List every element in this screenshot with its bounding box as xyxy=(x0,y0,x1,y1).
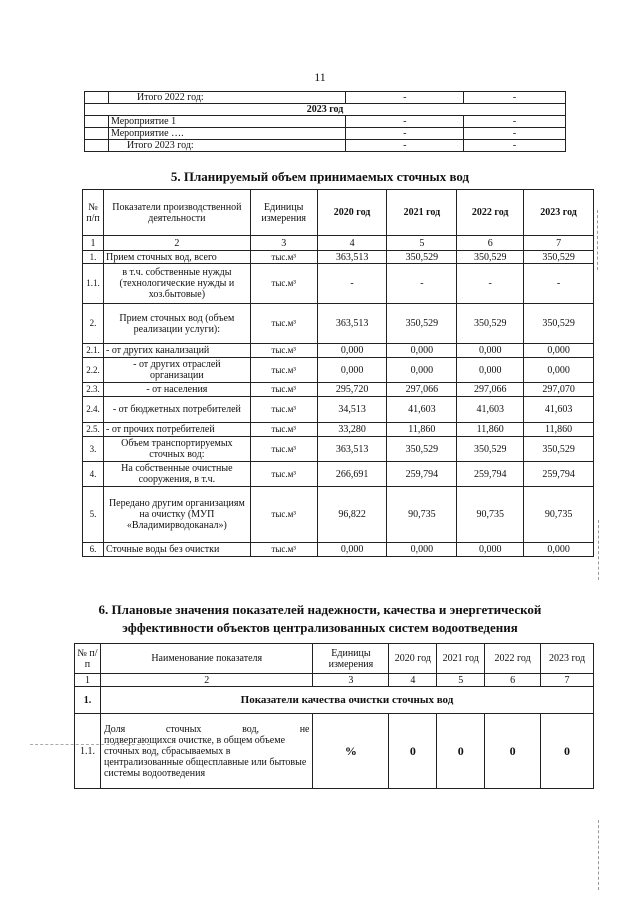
unit: тыс.м³ xyxy=(250,423,317,437)
wastewater-volume-table xyxy=(82,189,594,557)
indicator-name-line1: Доля сточных вод, не xyxy=(103,723,310,735)
col-number: 7 xyxy=(524,236,594,251)
table-row xyxy=(83,304,594,344)
table-row xyxy=(85,140,566,152)
unit: тыс.м³ xyxy=(250,383,317,397)
value-2023: - xyxy=(524,264,594,304)
value-2023: 41,603 xyxy=(524,397,594,423)
value-2021: 11,860 xyxy=(387,423,457,437)
row-name: Сточные воды без очистки xyxy=(103,543,250,557)
section-6-title-line1: 6. Плановые значения показателей надежности, качества и энергетической xyxy=(98,602,542,617)
value-2023: 90,735 xyxy=(524,487,594,543)
value-2021: 0,000 xyxy=(387,358,457,383)
unit: тыс.м³ xyxy=(250,304,317,344)
event-1-v2: - xyxy=(464,116,566,128)
header-row xyxy=(75,644,594,674)
group-row xyxy=(75,687,594,714)
row-number: 2.5. xyxy=(83,423,104,437)
unit: тыс.м³ xyxy=(250,397,317,423)
value-2022: 297,066 xyxy=(457,383,524,397)
col-number: 2 xyxy=(103,236,250,251)
col-header: Единицы измерения xyxy=(313,644,389,674)
col-number: 7 xyxy=(541,674,594,687)
unit: тыс.м³ xyxy=(250,462,317,487)
table-row xyxy=(83,383,594,397)
group-number: 1. xyxy=(75,687,101,714)
col-number: 3 xyxy=(250,236,317,251)
unit: % xyxy=(313,714,389,789)
col-number: 6 xyxy=(457,236,524,251)
table-row xyxy=(83,437,594,462)
table-row xyxy=(85,92,566,104)
value-2020: 34,513 xyxy=(317,397,387,423)
row-number: 2.2. xyxy=(83,358,104,383)
value-2020: 363,513 xyxy=(317,304,387,344)
event-1-label: Мероприятие 1 xyxy=(108,116,346,128)
value-2023: 0,000 xyxy=(524,543,594,557)
row-number: 1. xyxy=(83,251,104,264)
total-2022-v2: - xyxy=(464,92,566,104)
col-header: 2023 год xyxy=(541,644,594,674)
column-number-row xyxy=(83,236,594,251)
value-2020: 96,822 xyxy=(317,487,387,543)
value-2023: 350,529 xyxy=(524,437,594,462)
col-number: 5 xyxy=(387,236,457,251)
event-n-v1: - xyxy=(346,128,464,140)
table-row xyxy=(83,264,594,304)
col-header: № п/п xyxy=(75,644,101,674)
row-name: На собственные очистные сооружения, в т.ч. xyxy=(103,462,250,487)
row-name: в т.ч. собственные нужды (технологические нужды и хоз.бытовые) xyxy=(103,264,250,304)
value-2021: 0 xyxy=(437,714,485,789)
value-2021: 0,000 xyxy=(387,543,457,557)
col-number: 2 xyxy=(100,674,313,687)
value-2022: 0 xyxy=(485,714,541,789)
total-2023-label: Итого 2023 год: xyxy=(108,140,346,152)
value-2022: 259,794 xyxy=(457,462,524,487)
row-name: Объем транспортируемых сточных вод: xyxy=(103,437,250,462)
row-number: 2.3. xyxy=(83,383,104,397)
row-name: - от населения xyxy=(103,383,250,397)
value-2023: 0,000 xyxy=(524,358,594,383)
value-2021: 297,066 xyxy=(387,383,457,397)
value-2020: - xyxy=(317,264,387,304)
col-header: Единицы измерения xyxy=(250,190,317,236)
col-header: Показатели производственной деятельности xyxy=(103,190,250,236)
event-n-v2: - xyxy=(464,128,566,140)
col-header: № п/п xyxy=(83,190,104,236)
table-row xyxy=(83,397,594,423)
table-row xyxy=(85,128,566,140)
table-row xyxy=(83,344,594,358)
value-2021: 41,603 xyxy=(387,397,457,423)
row-number: 2.4. xyxy=(83,397,104,423)
value-2021: 0,000 xyxy=(387,344,457,358)
value-2023: 350,529 xyxy=(524,304,594,344)
value-2022: 0,000 xyxy=(457,344,524,358)
page-number: 11 xyxy=(314,70,326,84)
col-header: 2022 год xyxy=(485,644,541,674)
group-label: Показатели качества очистки сточных вод xyxy=(100,687,593,714)
value-2023: 0 xyxy=(541,714,594,789)
unit: тыс.м³ xyxy=(250,251,317,264)
indicator-name xyxy=(100,714,313,789)
scan-artifact xyxy=(30,744,150,745)
table-row xyxy=(83,543,594,557)
row-number: 5. xyxy=(83,487,104,543)
value-2021: 350,529 xyxy=(387,251,457,264)
value-2021: 90,735 xyxy=(387,487,457,543)
row-name: - от других канализаций xyxy=(103,344,250,358)
unit: тыс.м³ xyxy=(250,358,317,383)
row-name: Прием сточных вод, всего xyxy=(103,251,250,264)
total-2023-v1: - xyxy=(346,140,464,152)
value-2021: - xyxy=(387,264,457,304)
value-2021: 259,794 xyxy=(387,462,457,487)
value-2022: 0,000 xyxy=(457,543,524,557)
header-row xyxy=(83,190,594,236)
col-header: 2023 год xyxy=(524,190,594,236)
value-2023: 11,860 xyxy=(524,423,594,437)
event-n-label: Мероприятие …. xyxy=(108,128,346,140)
row-number: 1.1. xyxy=(75,714,101,789)
value-2020: 363,513 xyxy=(317,437,387,462)
scan-artifact xyxy=(598,520,599,580)
value-2020: 363,513 xyxy=(317,251,387,264)
table-row xyxy=(85,104,566,116)
unit: тыс.м³ xyxy=(250,344,317,358)
value-2023: 297,070 xyxy=(524,383,594,397)
total-2022-v1: - xyxy=(346,92,464,104)
row-number: 2. xyxy=(83,304,104,344)
row-name: Прием сточных вод (объем реализации услуги): xyxy=(103,304,250,344)
row-number: 3. xyxy=(83,437,104,462)
col-header: 2020 год xyxy=(317,190,387,236)
col-header: 2020 год xyxy=(389,644,437,674)
value-2020: 266,691 xyxy=(317,462,387,487)
value-2020: 0,000 xyxy=(317,344,387,358)
column-number-row xyxy=(75,674,594,687)
table-row xyxy=(83,423,594,437)
value-2022: 350,529 xyxy=(457,304,524,344)
section-5-title: 5. Планируемый объем принимаемых сточных вод xyxy=(170,169,470,184)
value-2021: 350,529 xyxy=(387,437,457,462)
table-row xyxy=(83,462,594,487)
value-2020: 0 xyxy=(389,714,437,789)
events-table xyxy=(84,91,566,152)
table-row xyxy=(83,358,594,383)
col-header: Наименование показателя xyxy=(100,644,313,674)
col-header: 2021 год xyxy=(387,190,457,236)
unit: тыс.м³ xyxy=(250,487,317,543)
value-2022: 350,529 xyxy=(457,437,524,462)
unit: тыс.м³ xyxy=(250,437,317,462)
col-number: 5 xyxy=(437,674,485,687)
unit: тыс.м³ xyxy=(250,264,317,304)
row-name: - от прочих потребителей xyxy=(103,423,250,437)
col-number: 3 xyxy=(313,674,389,687)
value-2022: 11,860 xyxy=(457,423,524,437)
table-row xyxy=(83,487,594,543)
table-row xyxy=(85,116,566,128)
value-2023: 259,794 xyxy=(524,462,594,487)
value-2022: 41,603 xyxy=(457,397,524,423)
row-name: - от бюджетных потребителей xyxy=(103,397,250,423)
value-2022: 0,000 xyxy=(457,358,524,383)
value-2020: 0,000 xyxy=(317,358,387,383)
table-row xyxy=(83,251,594,264)
value-2021: 350,529 xyxy=(387,304,457,344)
col-number: 6 xyxy=(485,674,541,687)
scan-artifact xyxy=(597,210,598,270)
reliability-indicators-table xyxy=(74,643,594,789)
col-number: 4 xyxy=(389,674,437,687)
value-2020: 33,280 xyxy=(317,423,387,437)
value-2023: 0,000 xyxy=(524,344,594,358)
col-number: 1 xyxy=(75,674,101,687)
value-2022: 90,735 xyxy=(457,487,524,543)
table-row xyxy=(75,714,594,789)
event-1-v1: - xyxy=(346,116,464,128)
row-number: 6. xyxy=(83,543,104,557)
row-name: - от других отраслей организации xyxy=(103,358,250,383)
value-2022: - xyxy=(457,264,524,304)
indicator-name-rest: подвергающихся очистке, в общем объеме сточных вод, сбрасываемых в централизованные общесплавные или бытовые системы водоотведения xyxy=(103,734,307,779)
year-2023-header: 2023 год xyxy=(85,104,566,116)
unit: тыс.м³ xyxy=(250,543,317,557)
col-header: 2022 год xyxy=(457,190,524,236)
total-2022-label: Итого 2022 год: xyxy=(108,92,346,104)
value-2020: 0,000 xyxy=(317,543,387,557)
row-name: Передано другим организациям на очистку (МУП «Владимирводоканал») xyxy=(103,487,250,543)
value-2020: 295,720 xyxy=(317,383,387,397)
value-2023: 350,529 xyxy=(524,251,594,264)
col-number: 4 xyxy=(317,236,387,251)
row-number: 4. xyxy=(83,462,104,487)
total-2023-v2: - xyxy=(464,140,566,152)
col-header: 2021 год xyxy=(437,644,485,674)
row-number: 2.1. xyxy=(83,344,104,358)
row-number: 1.1. xyxy=(83,264,104,304)
col-number: 1 xyxy=(83,236,104,251)
scan-artifact xyxy=(598,820,599,890)
section-6-title-line2: эффективности объектов централизованных систем водоотведения xyxy=(122,620,518,635)
value-2022: 350,529 xyxy=(457,251,524,264)
